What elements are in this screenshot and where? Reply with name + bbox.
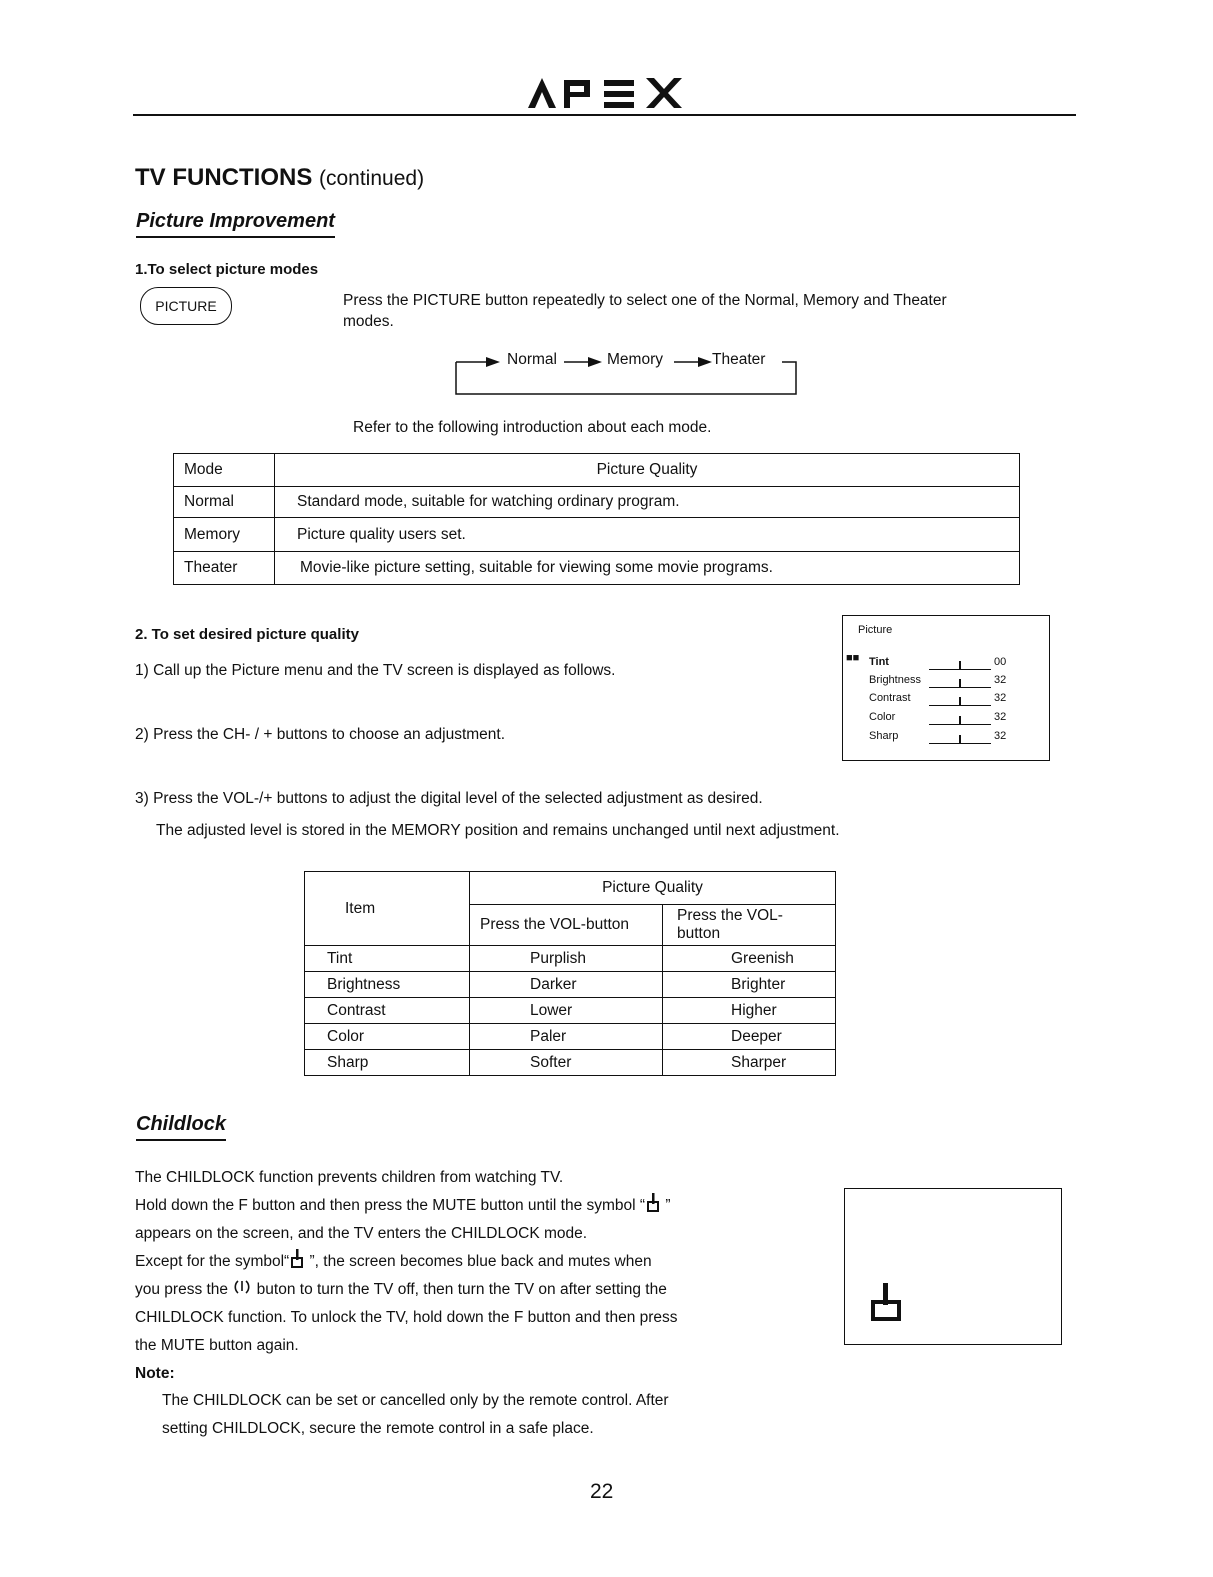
table-cell: Paler [470, 1024, 663, 1050]
table-header-cell: Mode [174, 454, 275, 487]
table-header-cell: Picture Quality [470, 872, 836, 905]
step2-title: 2. To set desired picture quality [135, 626, 359, 643]
refer-text: Refer to the following introduction about each mode. [353, 419, 712, 436]
childlock-p2: Hold down the F button and then press the MUTE button until the symbol “ ” [135, 1192, 671, 1220]
table-cell: Normal [174, 487, 275, 518]
childlock-screen [844, 1188, 1062, 1345]
step1-title: 1.To select picture modes [135, 261, 319, 278]
table-cell: Tint [305, 946, 470, 972]
table-cell: Lower [470, 998, 663, 1024]
table-row [305, 998, 836, 1024]
childlock-p5: you press the buton to turn the TV off, then turn the TV on after setting the [135, 1276, 667, 1304]
osd-row-contrast: Contrast 32 [869, 692, 1007, 704]
childlock-p3: appears on the screen, and the TV enters the CHILDLOCK mode. [135, 1225, 588, 1242]
step2-line1: 1) Call up the Picture menu and the TV screen is displayed as follows. [135, 662, 616, 679]
table-cell: Picture quality users set. [275, 518, 1020, 552]
cycle-normal: Normal [507, 351, 557, 368]
table-row [305, 946, 836, 972]
childlock-p6: CHILDLOCK function. To unlock the TV, hold down the F button and then press [135, 1309, 678, 1326]
table-cell: Theater [174, 552, 275, 585]
power-icon [232, 1277, 252, 1297]
table-cell: Purplish [470, 946, 663, 972]
cycle-memory: Memory [607, 351, 663, 368]
quality-table [304, 871, 836, 1076]
table-row [174, 487, 1020, 518]
lock-icon [867, 1281, 905, 1323]
osd-row-brightness: Brightness 32 [869, 674, 1007, 686]
table-row [305, 1024, 836, 1050]
section-heading-picture-improvement: Picture Improvement [136, 210, 335, 238]
apex-logo [520, 70, 690, 112]
table-cell: Color [305, 1024, 470, 1050]
table-cell: Sharper [663, 1050, 836, 1076]
childlock-p1: The CHILDLOCK function prevents children from watching TV. [135, 1169, 564, 1186]
table-cell: Darker [470, 972, 663, 998]
table-row [174, 454, 1020, 487]
table-row [305, 972, 836, 998]
table-cell: Higher [663, 998, 836, 1024]
header-rule [133, 114, 1076, 116]
table-header-cell: Picture Quality [275, 454, 1020, 487]
page-title: TV FUNCTIONS (continued) [135, 164, 425, 191]
table-cell: Brightness [305, 972, 470, 998]
table-cell: Standard mode, suitable for watching ordinary program. [275, 487, 1020, 518]
table-cell: Deeper [663, 1024, 836, 1050]
table-cell: Greenish [663, 946, 836, 972]
table-row [174, 552, 1020, 585]
table-cell: Brighter [663, 972, 836, 998]
osd-row-sharp: Sharp 32 [869, 730, 1007, 742]
table-row [174, 518, 1020, 552]
note-line2: setting CHILDLOCK, secure the remote control in a safe place. [162, 1420, 594, 1437]
step2-line4: The adjusted level is stored in the MEMORY position and remains unchanged until next adjustment. [156, 822, 840, 839]
picture-button-icon: PICTURE [140, 287, 232, 325]
table-cell: Sharp [305, 1050, 470, 1076]
childlock-p7: the MUTE button again. [135, 1337, 299, 1354]
lock-icon [645, 1192, 661, 1212]
table-header-cell: Press the VOL-button [663, 905, 836, 946]
mode-cycle-diagram [454, 344, 799, 396]
step2-line2: 2) Press the CH- / + buttons to choose an adjustment. [135, 726, 506, 743]
lock-icon [289, 1248, 305, 1268]
table-header-cell: Press the VOL-button [470, 905, 663, 946]
table-cell: Movie-like picture setting, suitable for viewing some movie programs. [275, 552, 1020, 585]
page-number: 22 [590, 1480, 614, 1503]
table-cell: Softer [470, 1050, 663, 1076]
table-row [305, 872, 836, 905]
table-cell: Memory [174, 518, 275, 552]
section-heading-childlock: Childlock [136, 1113, 226, 1141]
note-label: Note: [135, 1365, 175, 1382]
osd-title: Picture [858, 624, 893, 636]
cycle-theater: Theater [712, 351, 766, 368]
osd-selector-icon: ■■ [846, 652, 860, 664]
step1-text-line2: modes. [343, 313, 394, 330]
note-line1: The CHILDLOCK can be set or cancelled only by the remote control. After [162, 1392, 669, 1409]
mode-table [173, 453, 1020, 585]
table-row [305, 1050, 836, 1076]
step2-line3: 3) Press the VOL-/+ buttons to adjust the digital level of the selected adjustment as desired. [135, 790, 763, 807]
table-header-cell: Item [305, 872, 470, 946]
osd-row-tint: Tint 00 [869, 656, 1007, 668]
osd-row-color: Color 32 [869, 711, 1007, 723]
table-cell: Contrast [305, 998, 470, 1024]
step1-text-line1: Press the PICTURE button repeatedly to select one of the Normal, Memory and Theater [343, 292, 947, 309]
picture-menu-osd [842, 615, 1050, 761]
childlock-p4: Except for the symbol“ ”, the screen becomes blue back and mutes when [135, 1248, 652, 1276]
